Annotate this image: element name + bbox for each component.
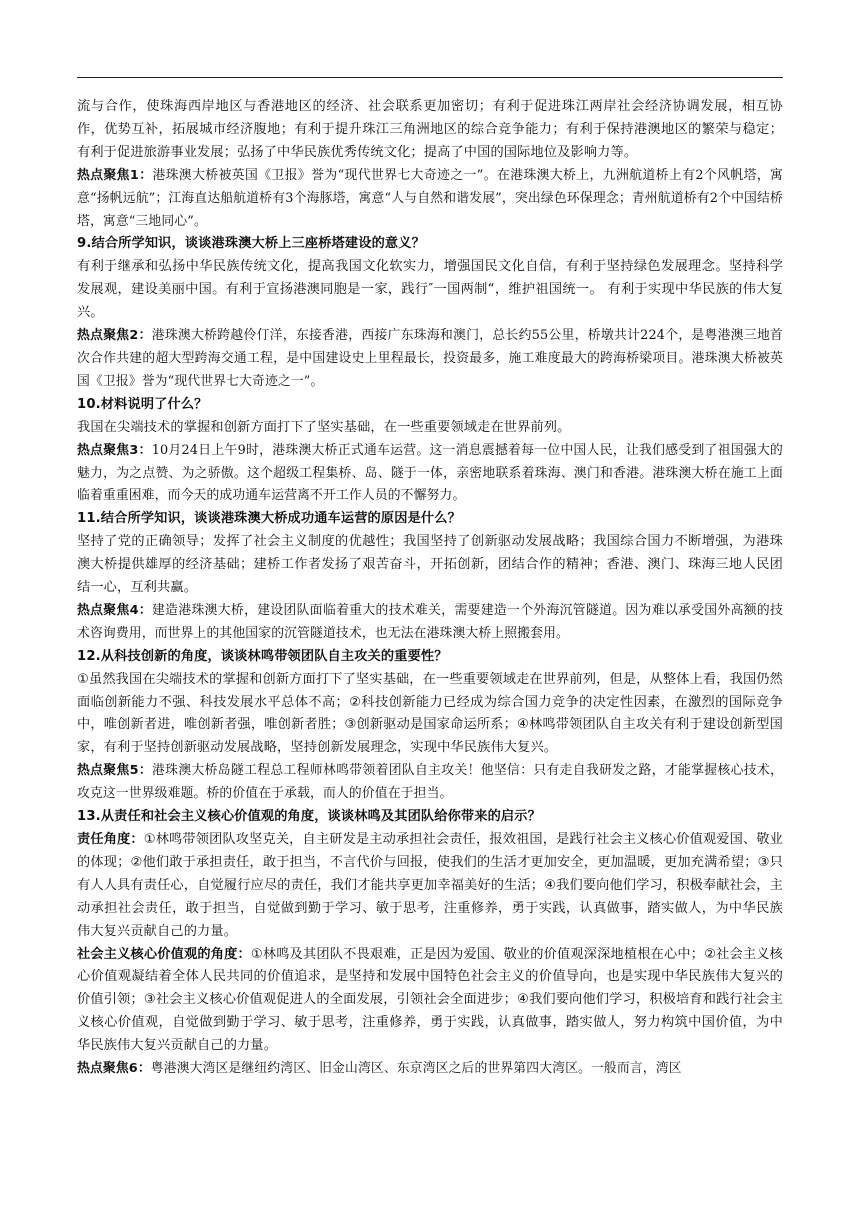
paragraph-text: 港珠澳大桥被英国《卫报》誉为“现代世界七大奇迹之一”。在港珠澳大桥上，九洲航道桥上有2个风帆塔，寓意“扬帆远航”；江海直达船航道桥有3个海豚塔，寓意“人与自然和谐发展”，突出绿色环保理念；青州航道桥有2个中国结桥塔，寓意“三地同心”。: [77, 167, 783, 229]
hot-focus-label: 热点聚焦6：: [77, 1061, 151, 1077]
paragraph-text: 粤港澳大湾区是继纽约湾区、旧金山湾区、东京湾区之后的世界第四大湾区。一般而言，湾区: [150, 1061, 682, 1077]
angle-label: 责任角度：: [77, 832, 144, 847]
question-heading: 12.从科技创新的角度，谈谈林鸣带领团队自主攻关的重要性？: [77, 648, 448, 664]
paragraph-text: ①林鸣带领团队攻坚克关，自主研发是主动承担社会责任，报效祖国，是践行社会主义核心价值观爱国、敬业的体现；②他们敢于承担责任，敢于担当，不言代价与回报，使我们的生活才更加安全，更加温暖，更加充满希望；③只有人人具有责任心，自觉履行应尽的责任，我们才能共享更加幸福美好的生活；④我们要向他们学习，积极奉献社会，主动承担社会责任，敢于担当，自觉做到勤于学习、敏于思考，注重修养，勇于实践，认真做事，踏实做人，为中华民族伟大复兴贡献自己的力量。: [77, 832, 783, 939]
header-rule: [77, 77, 783, 78]
hot-focus-label: 热点聚焦4：: [77, 602, 153, 618]
hot-focus-paragraph: [77, 760, 783, 806]
hot-focus-label: 热点聚焦2：: [77, 328, 152, 344]
hot-focus-label: 热点聚焦1：: [77, 167, 153, 183]
paragraph-text: 港珠澳大桥岛隧工程总工程师林鸣带领着团队自主攻关！他坚信：只有走自我研发之路，才能掌握核心技术，攻克这一世界级难题。桥的价值在于承载，而人的价值在于担当。: [77, 763, 783, 802]
document-body: [77, 96, 783, 1081]
hot-focus-paragraph: [77, 600, 783, 646]
question-heading: 13.从责任和社会主义核心价值观的角度，谈谈林鸣及其团队给你带来的启示？: [77, 809, 541, 825]
answer-paragraph: 坚持了党的正确领导；发挥了社会主义制度的优越性；我国坚持了创新驱动发展战略；我国综合国力不断增强，为港珠澳大桥提供雄厚的经济基础；建桥工作者发扬了艰苦奋斗，开拓创新，团结合作的精神；香港、澳门、珠海三地人民团结一心，互利共赢。: [77, 534, 783, 596]
paragraph-text: ①林鸣及其团队不畏艰难，正是因为爱国、敬业的价值观深深地植根在心中；②社会主义核心价值观凝结着全体人民共同的价值追求，是坚持和发展中国特色社会主义的价值导向，也是实现中华民族伟大复兴的价值引领；③社会主义核心价值观促进人的全面发展，引领社会全面进步；④我们要向他们学习，积极培育和践行社会主义核心价值观，自觉做到勤于学习、敏于思考，注重修养，勇于实践，认真做事，踏实做人，努力构筑中国价值，为中华民族伟大复兴贡献自己的力量。: [77, 946, 783, 1054]
hot-focus-paragraph: [77, 1058, 783, 1081]
labeled-answer-paragraph: [77, 829, 783, 944]
answer-paragraph: 有利于继承和弘扬中华民族传统文化，提高我国文化软实力，增强国民文化自信，有利于坚持绿色发展理念。坚持科学发展观，建设美丽中国。有利于宣扬港澳同胞是一家，践行″一国两制“，维护祖国统一。 有利于实现中华民族的伟大复兴。: [77, 259, 783, 321]
labeled-answer-paragraph: [77, 944, 783, 1059]
question-heading: 9.结合所学知识，谈谈港珠澳大桥上三座桥塔建设的意义？: [77, 236, 425, 252]
paragraph-text: 10月24日上午9时，港珠澳大桥正式通车运营。这一消息震撼着每一位中国人民，让我们感受到了祖国强大的魅力，为之点赞、为之骄傲。这个超级工程集桥、岛、隧于一体，亲密地联系着珠海、澳门和香港。港珠澳大桥在施工上面临着重重困难，而今天的成功通车运营离不开工作人员的不懈努力。: [77, 442, 783, 504]
hot-focus-label: 热点聚焦3：: [77, 442, 152, 458]
hot-focus-label: 热点聚焦5：: [77, 763, 153, 779]
hot-focus-paragraph: [77, 165, 783, 234]
question-heading: 11.结合所学知识，谈谈港珠澳大桥成功通车运营的原因是什么？: [77, 511, 461, 527]
answer-paragraph: ①虽然我国在尖端技术的掌握和创新方面打下了坚实基础，在一些重要领域走在世界前列，但是，从整体上看，我国仍然面临创新能力不强、科技发展水平总体不高；②科技创新能力已经成为综合国力竞争的决定性因素，在激烈的国际竞争中，唯创新者进，唯创新者强，唯创新者胜；③创新驱动是国家命运所系；④林鸣带领团队自主攻关有利于建设创新型国家，有利于坚持创新驱动发展战略，坚持创新发展理念，实现中华民族伟大复兴。: [77, 671, 783, 756]
paragraph-text: 建造港珠澳大桥，建设团队面临着重大的技术难关，需要建造一个外海沉管隧道。因为难以承受国外高额的技术咨询费用，而世界上的其他国家的沉管隧道技术，也无法在港珠澳大桥上照搬套用。: [77, 602, 783, 641]
question-heading: 10.材料说明了什么？: [77, 396, 208, 412]
answer-paragraph: 我国在尖端技术的掌握和创新方面打下了坚实基础，在一些重要领域走在世界前列。: [77, 419, 571, 435]
answer-paragraph: 流与合作，使珠海西岸地区与香港地区的经济、社会联系更加密切；有利于促进珠江两岸社会经济协调发展，相互协作，优势互补，拓展城市经济腹地；有利于提升珠江三角洲地区的综合竞争能力；有利于保持港澳地区的繁荣与稳定；有利于促进旅游事业发展；弘扬了中华民族优秀传统文化；提高了中国的国际地位及影响力等。: [77, 99, 783, 160]
angle-label: 社会主义核心价值观的角度：: [77, 946, 251, 962]
paragraph-text: 港珠澳大桥跨越伶仃洋，东接香港，西接广东珠海和澳门，总长约55公里，桥墩共计224个，是粤港澳三地首次合作共建的超大型跨海交通工程，是中国建设史上里程最长，投资最多，施工难度最大的跨海桥梁项目。港珠澳大桥被英国《卫报》誉为“现代世界七大奇迹之一”。: [77, 328, 783, 389]
hot-focus-paragraph: [77, 440, 783, 509]
hot-focus-paragraph: [77, 325, 783, 394]
